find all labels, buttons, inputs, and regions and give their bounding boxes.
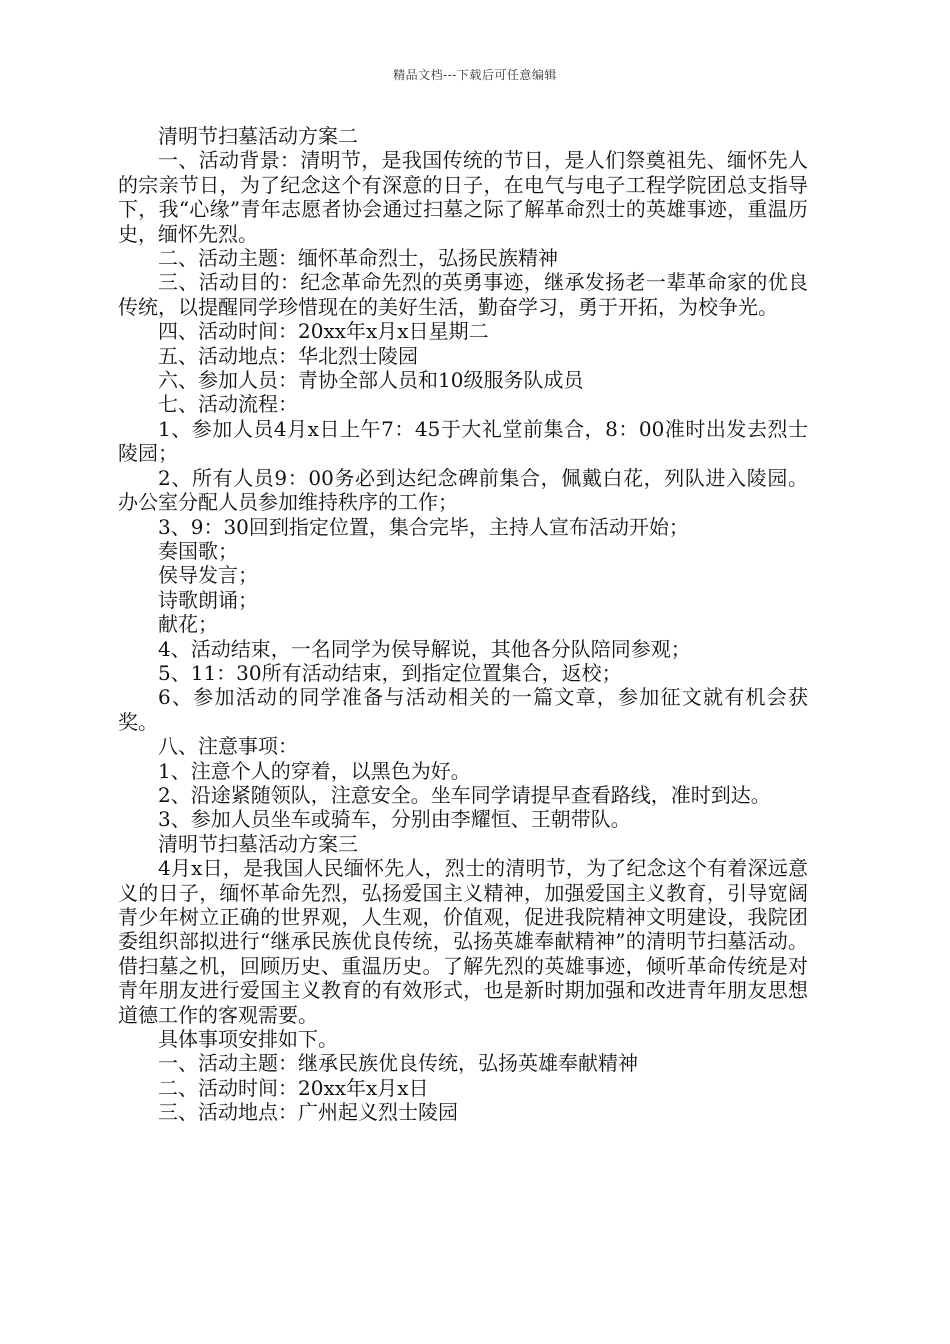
paragraph: 二、活动主题：缅怀革命烈士，弘扬民族精神 (158, 246, 558, 271)
section-title: 清明节扫墓活动方案二 (158, 124, 358, 148)
paragraph: 1、注意个人的穿着，以黑色为好。 (158, 758, 471, 783)
paragraph: 2、沿途紧随领队，注意安全。坐车同学请提早查看路线，准时到达。 (158, 782, 771, 807)
paragraph: 具体事项安排如下。 (158, 1027, 338, 1052)
paragraph: 侯导发言； (158, 563, 258, 588)
paragraph: 4月x日，是我国人民缅怀先人，烈士的清明节，为了纪念这个有着深远意义的日子，缅怀革命先烈，弘扬爱国主义精神，加强爱国主义教育，引导宽阔青少年树立正确的世界观，人生观，价值观，促进我院精神文明建设，我院团委组织部拟进行“继承民族优良传统，弘扬英雄奉献精神”的清明节扫墓活动。借扫墓之机，回顾历史、重温历史。了解先烈的英雄事迹，倾听革命传统是对青年朋友进行爱国主义教育的有效形式，也是新时期加强和改进青年朋友思想道德工作的客观需要。 (118, 856, 808, 1027)
paragraph: 献花； (158, 612, 218, 637)
paragraph: 三、活动地点：广州起义烈士陵园 (158, 1100, 458, 1125)
paragraph: 4、活动结束，一名同学为侯导解说，其他各分队陪同参观； (158, 636, 691, 661)
paragraph: 1、参加人员4月x日上午7：45于大礼堂前集合，8：00准时出发去烈士陵园； (118, 416, 808, 466)
paragraph: 一、活动背景：清明节，是我国传统的节日，是人们祭奠祖先、缅怀先人的宗亲节日，为了纪念这个有深意的日子，在电气与电子工程学院团总支指导下，我“心缘”青年志愿者协会通过扫墓之际了解革命烈士的英雄事迹，重温历史，缅怀先烈。 (118, 148, 808, 246)
paragraph: 5、11：30所有活动结束，到指定位置集合，返校； (158, 660, 622, 685)
paragraph: 3、9：30回到指定位置，集合完毕，主持人宣布活动开始； (158, 514, 689, 539)
paragraph: 2、所有人员9：00务必到达纪念碑前集合，佩戴白花，列队进入陵园。办公室分配人员参加维持秩序的工作； (118, 465, 808, 515)
paragraph: 奏国歌； (158, 538, 238, 563)
document-body (118, 124, 808, 1125)
paragraph: 六、参加人员：青协全部人员和10级服务队成员 (158, 368, 584, 393)
paragraph: 八、注意事项： (158, 734, 298, 759)
paragraph: 七、活动流程： (158, 392, 298, 417)
paragraph: 二、活动时间：20xx年x月x日 (158, 1075, 429, 1100)
paragraph: 3、参加人员坐车或骑车，分别由李耀恒、王朝带队。 (158, 807, 631, 832)
section-title: 清明节扫墓活动方案三 (158, 831, 358, 856)
paragraph: 6、参加活动的同学准备与活动相关的一篇文章，参加征文就有机会获奖。 (118, 685, 808, 734)
paragraph: 一、活动主题：继承民族优良传统，弘扬英雄奉献精神 (158, 1051, 638, 1076)
paragraph: 三、活动目的：纪念革命先烈的英勇事迹，继承发扬老一辈革命家的优良传统，以提醒同学珍惜现在的美好生活，勤奋学习，勇于开拓，为校争光。 (118, 270, 808, 319)
paragraph: 五、活动地点：华北烈士陵园 (158, 343, 418, 368)
paragraph: 四、活动时间：20xx年x月x日星期二 (158, 319, 489, 344)
paragraph: 诗歌朗诵； (158, 587, 258, 612)
page-header: 精品文档---下载后可任意编辑 (393, 68, 557, 82)
